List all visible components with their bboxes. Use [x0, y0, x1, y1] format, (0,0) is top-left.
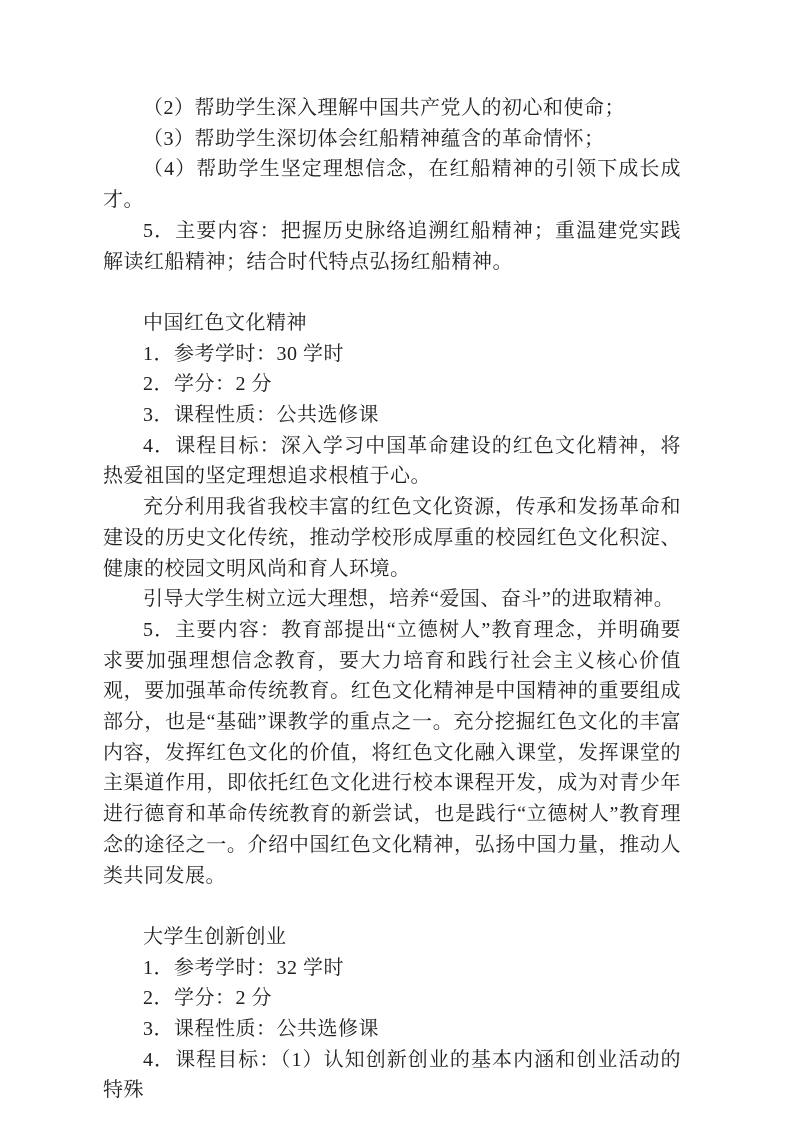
document-text-block — [103, 93, 681, 1106]
blank-line — [103, 891, 681, 922]
paragraph: 4．课程目标：（1）认知创新创业的基本内涵和创业活动的特殊 — [103, 1048, 681, 1102]
paragraph: 引导大学生树立远大理想，培养“爱国、奋斗”的进取精神。 — [143, 588, 675, 611]
paragraph: 5．主要内容：把握历史脉络追溯红船精神；重温建党实践解读红船精神；结合时代特点弘扬红船精神。 — [103, 219, 681, 273]
paragraph: 5．主要内容：教育部提出“立德树人”教育理念，并明确要求要加强理想信念教育，要大力培育和践行社会主义核心价值观，要加强革命传统教育。红色文化精神是中国精神的重要组成部分，也是“基础”课教学的重点之一。充分挖掘红色文化的丰富内容，发挥红色文化的价值，将红色文化融入课堂，发挥课堂的主渠道作用，即依托红色文化进行校本课程开发，成为对青少年进行德育和革命传统教育的新尝试，也是践行“立德树人”教育理念的途径之一。介绍中国红色文化精神，弘扬中国力量，推动人类共同发展。 — [103, 618, 681, 887]
paragraph: 3．课程性质：公共选修课 — [143, 404, 379, 427]
paragraph: 充分利用我省我校丰富的红色文化资源，传承和发扬革命和建设的历史文化传统，推动学校形成厚重的校园红色文化积淀、健康的校园文明风尚和育人环境。 — [103, 496, 681, 580]
section-heading: 中国红色文化精神 — [143, 311, 307, 334]
paragraph: 1．参考学时：32 学时 — [143, 956, 344, 979]
blank-line — [103, 277, 681, 308]
paragraph: 3．课程性质：公共选修课 — [143, 1018, 379, 1041]
paragraph: （4）帮助学生坚定理想信念，在红船精神的引领下成长成才。 — [103, 158, 681, 212]
paragraph: 4．课程目标：深入学习中国革命建设的红色文化精神，将热爱祖国的坚定理想追求根植于心。 — [103, 434, 681, 488]
section-heading: 大学生创新创业 — [143, 925, 287, 948]
paragraph: 1．参考学时：30 学时 — [143, 342, 344, 365]
paragraph: （3）帮助学生深切体会红船精神蕴含的革命情怀； — [143, 127, 605, 150]
paragraph: 2．学分：2 分 — [143, 987, 272, 1010]
paragraph: （2）帮助学生深入理解中国共产党人的初心和使命； — [143, 97, 625, 119]
paragraph: 2．学分：2 分 — [143, 373, 272, 396]
